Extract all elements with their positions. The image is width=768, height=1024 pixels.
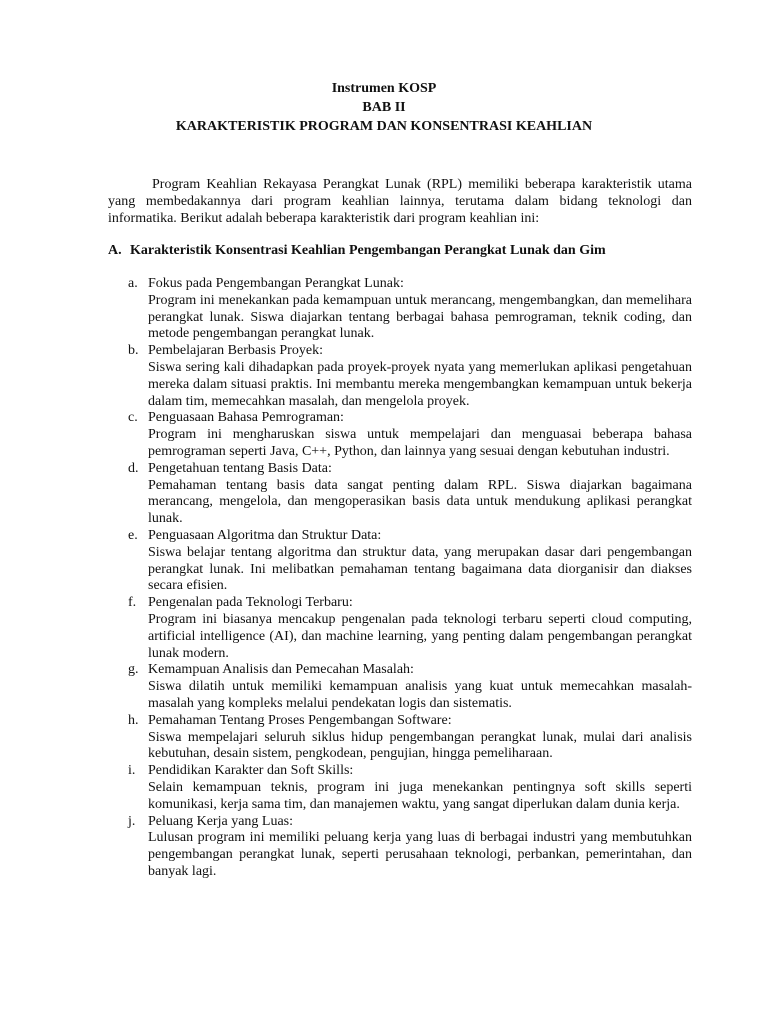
item-title: Peluang Kerja yang Luas: xyxy=(148,813,294,829)
item-marker: d. xyxy=(128,460,139,476)
item-marker: h. xyxy=(128,712,139,728)
item-description: Lulusan program ini memiliki peluang kerja yang luas di berbagai industri yang membutuhkan pengembangan perangkat lunak, seperti perusahaan teknologi, perbankan, pemerintahan, dan banyak lagi. xyxy=(148,830,692,879)
item-title: Penguasaan Algoritma dan Struktur Data: xyxy=(148,527,382,543)
intro-paragraph: Program Keahlian Rekayasa Perangkat Lunak (RPL) memiliki beberapa karakteristik utama yang membedakannya dari program keahlian lainnya, terutama dalam bidang teknologi dan informatika. Berikut adalah beberapa karakteristik dari program keahlian ini: xyxy=(108,177,692,226)
section-letter: A. xyxy=(108,243,122,258)
list-item xyxy=(128,662,692,712)
section-heading xyxy=(108,242,708,260)
section-title-text: Karakteristik Konsentrasi Keahlian Pengembangan Perangkat Lunak dan Gim xyxy=(130,243,606,258)
item-title: Pemahaman Tentang Proses Pengembangan Software: xyxy=(148,712,452,728)
list-item xyxy=(128,763,692,813)
item-marker: i. xyxy=(128,763,136,779)
list-item xyxy=(128,343,692,410)
chapter-label: BAB II xyxy=(362,100,406,115)
item-description: Siswa mempelajari seluruh siklus hidup pengembangan perangkat lunak, mulai dari analisis kebutuhan, desain sistem, pengkodean, pengujian, hingga pemeliharaan. xyxy=(148,729,692,762)
item-marker: j. xyxy=(128,813,136,829)
item-marker: f. xyxy=(128,595,137,611)
item-title: Penguasaan Bahasa Pemrograman: xyxy=(148,410,344,426)
item-title: Pendidikan Karakter dan Soft Skills: xyxy=(148,763,354,779)
item-title: Pembelajaran Berbasis Proyek: xyxy=(148,343,323,359)
item-marker: g. xyxy=(128,662,139,678)
item-marker: a. xyxy=(128,276,138,291)
item-description: Program ini mengharuskan siswa untuk mempelajari dan menguasai beberapa bahasa pemrograman seperti Java, C++, Python, dan lainnya yang sesuai dengan kebutuhan industri. xyxy=(148,427,692,459)
item-title: Kemampuan Analisis dan Pemecahan Masalah: xyxy=(148,662,414,678)
item-title: Fokus pada Pengembangan Perangkat Lunak: xyxy=(148,276,404,291)
list-item xyxy=(128,528,692,595)
item-description: Siswa dilatih untuk memiliki kemampuan analisis yang kuat untuk memecahkan masalah-masalah yang kompleks melalui pendekatan logis dan sistematis. xyxy=(148,679,692,711)
characteristics-list xyxy=(128,276,692,881)
item-title: Pengetahuan tentang Basis Data: xyxy=(148,460,332,476)
item-description: Siswa belajar tentang algoritma dan struktur data, yang merupakan dasar dari pengembangan perangkat lunak. Ini melibatkan pemahaman tentang bagaimana data diorganisir dan diakses secara efisien. xyxy=(148,544,692,594)
list-item xyxy=(128,595,692,662)
item-marker: c. xyxy=(128,410,138,426)
item-description: Program ini biasanya mencakup pengenalan pada teknologi terbaru seperti cloud computing, artificial intelligence (AI), dan machine learning, yang penting dalam pengembangan perangkat lunak modern. xyxy=(148,611,692,661)
item-description: Siswa sering kali dihadapkan pada proyek-proyek nyata yang memerlukan aplikasi pengetahuan mereka dalam situasi praktis. Ini membantu mereka mengembangkan kemampuan untuk bekerja dalam tim, memecahkan masalah, dan mengelola proyek. xyxy=(148,359,692,409)
item-description: Program ini menekankan pada kemampuan untuk merancang, mengembangkan, dan memelihara perangkat lunak. Siswa diajarkan tentang berbagai bahasa pemrograman, teknik coding, dan metode pengembangan perangkat lunak. xyxy=(148,292,692,342)
list-item xyxy=(128,713,692,763)
item-marker: e. xyxy=(128,527,138,543)
chapter-title: KARAKTERISTIK PROGRAM DAN KONSENTRASI KEAHLIAN xyxy=(175,119,593,134)
list-item xyxy=(128,276,692,343)
list-item xyxy=(128,814,692,881)
document-title: Instrumen KOSP xyxy=(331,81,437,96)
item-description: Pemahaman tentang basis data sangat penting dalam RPL. Siswa diajarkan bagaimana merancang, mengelola, dan mengoperasikan basis data untuk mendukung aplikasi perangkat lunak. xyxy=(148,477,692,527)
item-title: Pengenalan pada Teknologi Terbaru: xyxy=(148,595,353,611)
list-item xyxy=(128,410,692,460)
list-item xyxy=(128,461,692,528)
item-description: Selain kemampuan teknis, program ini juga menekankan pentingnya soft skills seperti komunikasi, kerja sama tim, dan manajemen waktu, yang sangat diperlukan dalam dunia kerja. xyxy=(148,779,692,812)
item-marker: b. xyxy=(128,343,139,359)
